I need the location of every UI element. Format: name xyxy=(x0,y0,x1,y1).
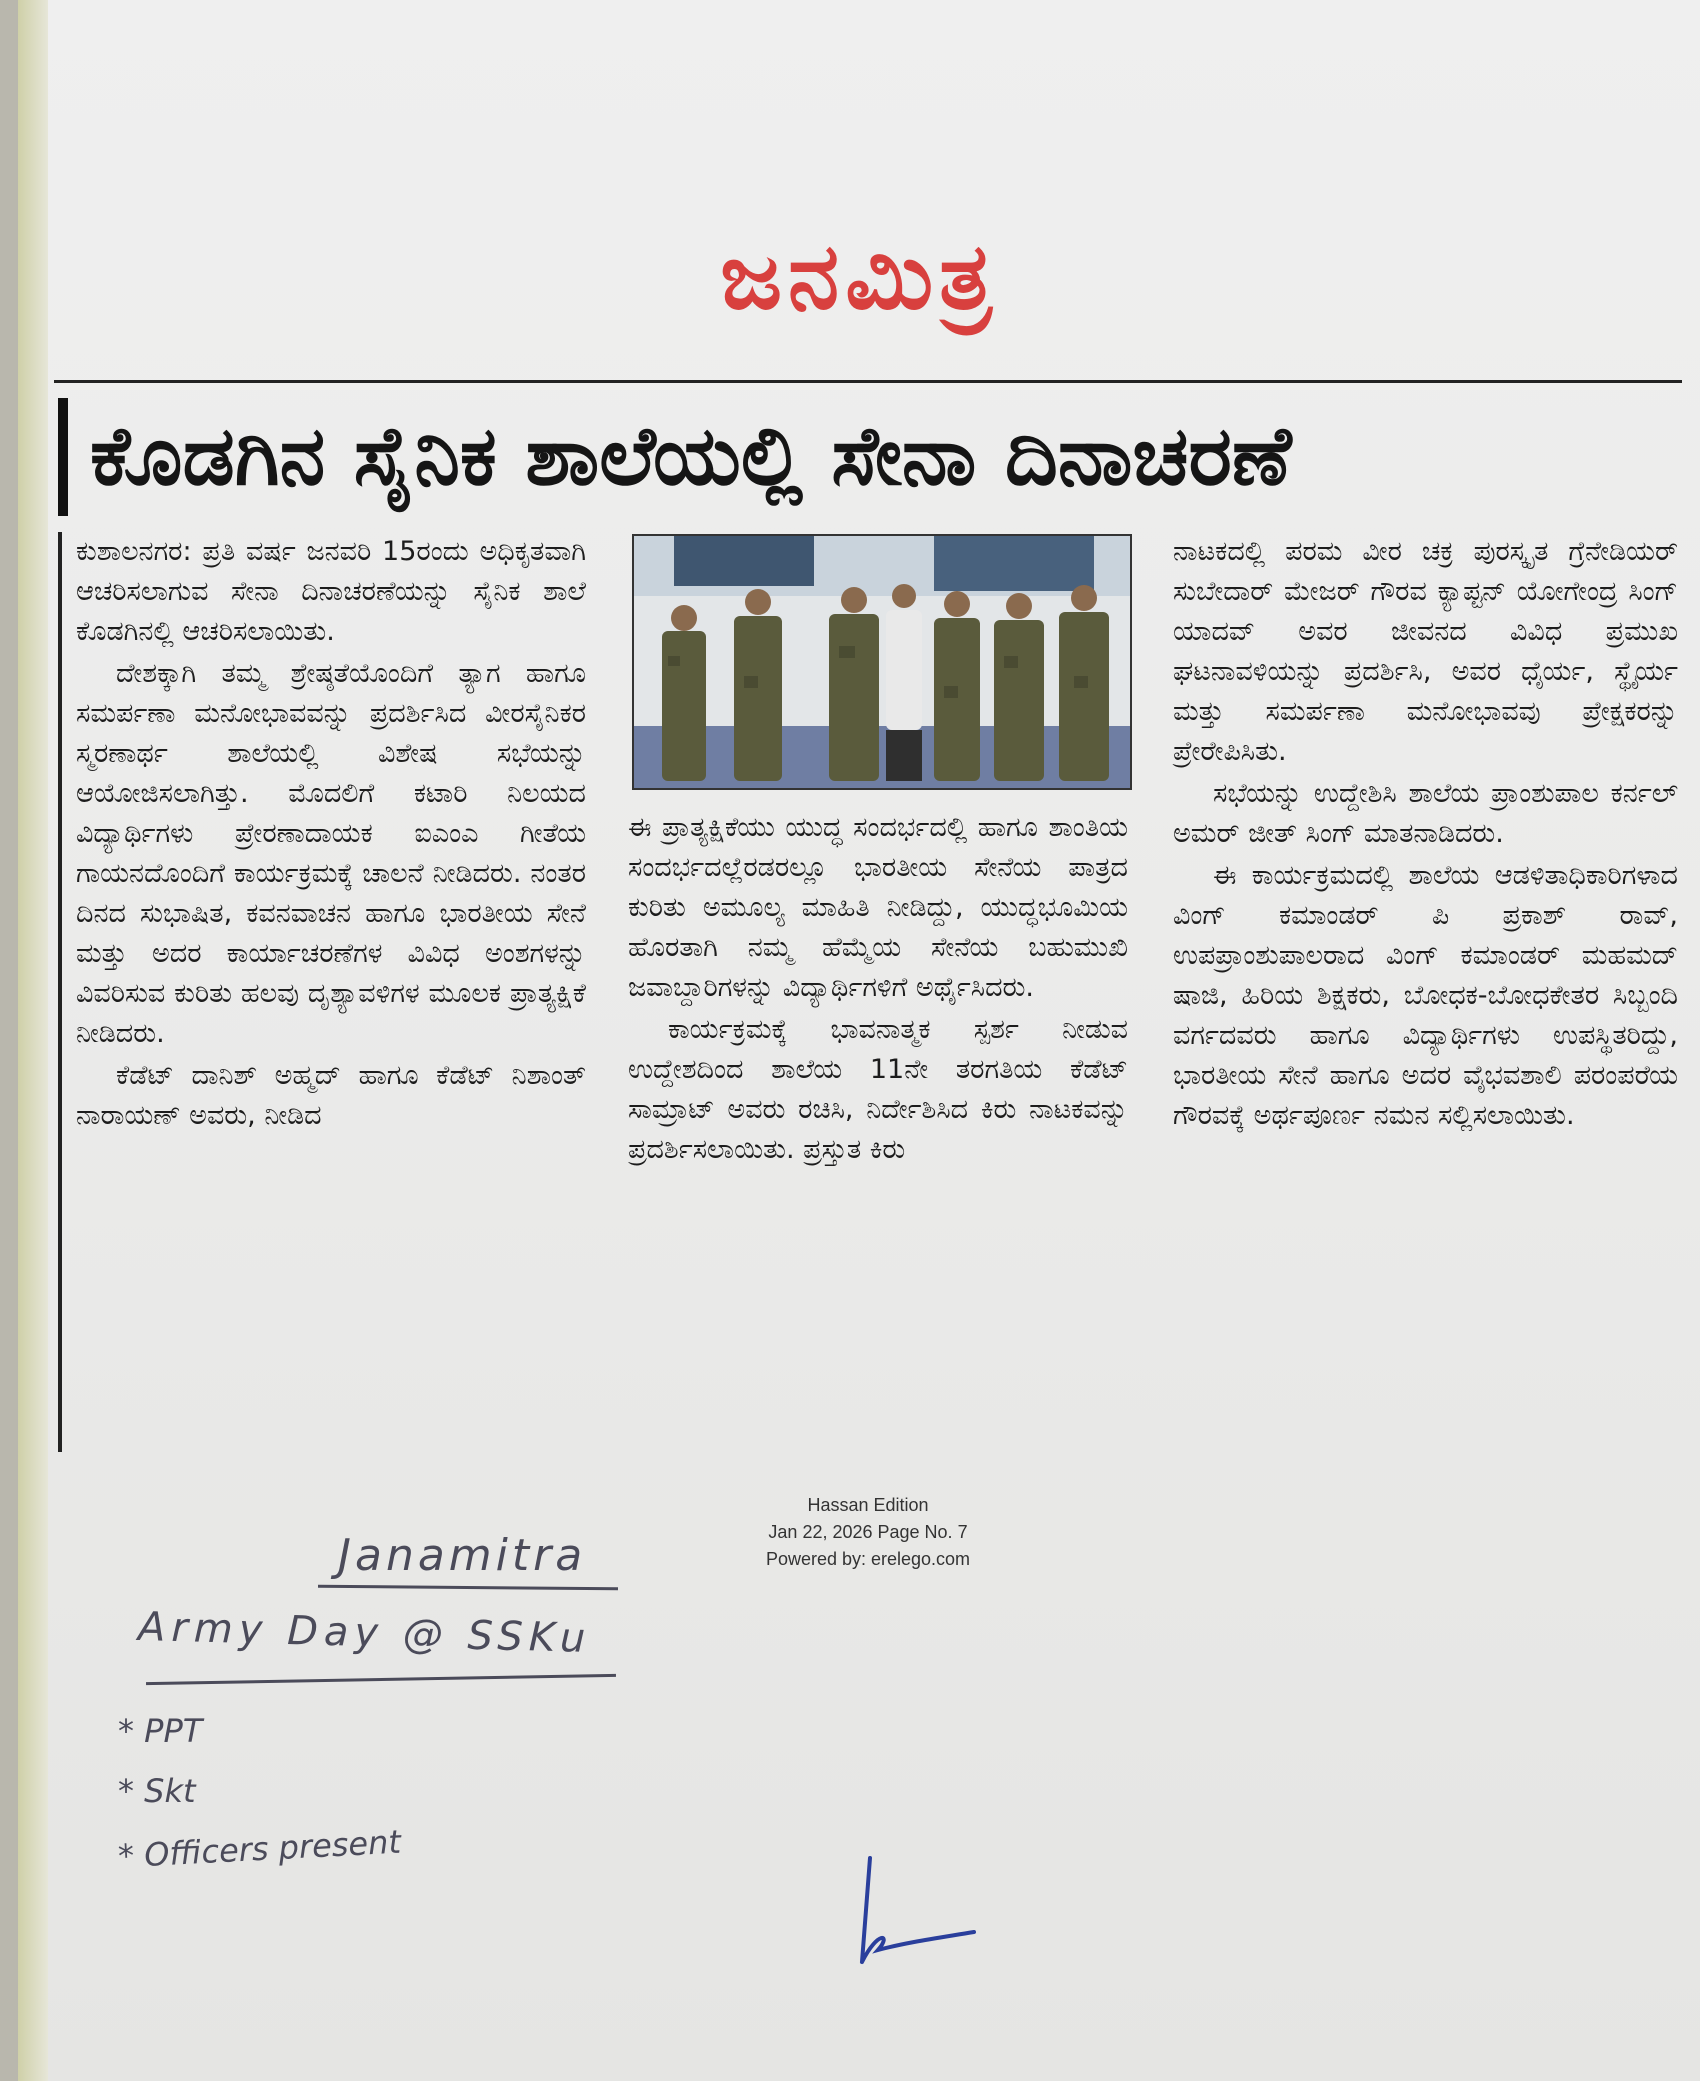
paragraph: ದೇಶಕ್ಕಾಗಿ ತಮ್ಮ ಶ್ರೇಷ್ಠತೆಯೊಂದಿಗೆ ತ್ಯಾಗ ಹಾಗೂ ಸಮರ್ಪಣಾ ಮನೋಭಾವವನ್ನು ಪ್ರದರ್ಶಿಸಿದ ವೀರಸೈನಿಕರ ಸ್ಮರಣಾರ್ಥ ಶಾಲೆಯಲ್ಲಿ ವಿಶೇಷ ಸಭೆಯನ್ನು ಆಯೋಜಿಸಲಾಗಿತ್ತು. ಮೊದಲಿಗೆ ಕಟಾರಿ ನಿಲಯದ ವಿದ್ಯಾರ್ಥಿಗಳು ಪ್ರೇರಣಾದಾಯಕ ಐಎಂಎ ಗೀತೆಯ ಗಾಯನದೊಂದಿಗೆ ಕಾರ್ಯಕ್ರಮಕ್ಕೆ ಚಾಲನೆ ನೀಡಿದರು. ನಂತರ ದಿನದ ಸುಭಾಷಿತ, ಕವನವಾಚನ ಹಾಗೂ ಭಾರತೀಯ ಸೇನೆ ಮತ್ತು ಅದರ ಕಾರ್ಯಾಚರಣೆಗಳ ವಿವಿಧ ಅಂಶಗಳನ್ನು ವಿವರಿಸುವ ಕುರಿತು ಹಲವು ದೃಶ್ಯಾವಳಿಗಳ ಮೂಲಕ ಪ್ರಾತ್ಯಕ್ಷಿಕೆ ನೀಡಿದರು. xyxy=(76,658,586,1049)
article-column-1 xyxy=(76,532,586,1138)
edition-date-page: Jan 22, 2026 Page No. 7 xyxy=(768,1522,968,1542)
powered-by: Powered by: erelego.com xyxy=(765,1549,971,1569)
column-rule xyxy=(58,532,62,1452)
headline: ಕೊಡಗಿನ ಸೈನಿಕ ಶಾಲೆಯಲ್ಲಿ ಸೇನಾ ದಿನಾಚರಣೆ xyxy=(58,398,1678,516)
paragraph: ಕಾರ್ಯಕ್ರಮಕ್ಕೆ ಭಾವನಾತ್ಮಕ ಸ್ಪರ್ಶ ನೀಡುವ ಉದ್ದೇಶದಿಂದ ಶಾಲೆಯ 11ನೇ ತರಗತಿಯ ಕೆಡೆಟ್ ಸಾಮ್ರಾಟ್ ಅವರು ರಚಿಸಿ, ನಿರ್ದೇಶಿಸಿದ ಕಿರು ನಾಟಕವನ್ನು ಪ್ರದರ್ಶಿಸಲಾಯಿತು. ಪ್ರಸ್ತುತ ಕಿರು xyxy=(628,1014,1128,1165)
handwritten-underline-1 xyxy=(318,1585,618,1591)
paragraph: ಕೆಡೆಟ್ ದಾನಿಶ್ ಅಹ್ಮದ್ ಹಾಗೂ ಕೆಡೆಟ್ ನಿಶಾಂತ್ ನಾರಾಯಣ್ ಅವರು, ನೀಡಿದ xyxy=(76,1060,586,1131)
paragraph: ಕುಶಾಲನಗರ: ಪ್ರತಿ ವರ್ಷ ಜನವರಿ 15ರಂದು ಅಧಿಕೃತವಾಗಿ ಆಚರಿಸಲಾಗುವ ಸೇನಾ ದಿನಾಚರಣೆಯನ್ನು ಸೈನಿಕ ಶಾಲೆ ಕೊಡಗಿನಲ್ಲಿ ಆಚರಿಸಲಾಯಿತು. xyxy=(76,536,586,647)
signature-mark xyxy=(848,1850,988,1970)
newspaper-clipping xyxy=(18,0,1700,2081)
handwritten-bullet: * Officers present xyxy=(117,1822,402,1876)
handwritten-bullet: * Skt xyxy=(118,1772,196,1810)
paragraph: ಈ ಕಾರ್ಯಕ್ರಮದಲ್ಲಿ ಶಾಲೆಯ ಆಡಳಿತಾಧಿಕಾರಿಗಳಾದ ವಿಂಗ್ ಕಮಾಂಡರ್ ಪಿ ಪ್ರಕಾಶ್ ರಾವ್, ಉಪಪ್ರಾಂಶುಪಾಲರಾದ ವಿಂಗ್ ಕಮಾಂಡರ್ ಮಹಮದ್ ಷಾಜಿ, ಹಿರಿಯ ಶಿಕ್ಷಕರು, ಬೋಧಕ-ಬೋಧಕೇತರ ಸಿಬ್ಬಂದಿ ವರ್ಗದವರು ಹಾಗೂ ವಿದ್ಯಾರ್ಥಿಗಳು ಉಪಸ್ಥಿತರಿದ್ದು, ಭಾರತೀಯ ಸೇನೆ ಹಾಗೂ ಅದರ ವೈಭವಶಾಲಿ ಪರಂಪರೆಯ ಗೌರವಕ್ಕೆ ಅರ್ಥಪೂರ್ಣ ನಮನ ಸಲ್ಲಿಸಲಾಯಿತು. xyxy=(1173,860,1678,1131)
handwritten-bullet: * PPT xyxy=(118,1712,203,1750)
paragraph: ನಾಟಕದಲ್ಲಿ ಪರಮ ವೀರ ಚಕ್ರ ಪುರಸ್ಕೃತ ಗ್ರೆನೇಡಿಯರ್ ಸುಬೇದಾರ್ ಮೇಜರ್ ಗೌರವ ಕ್ಯಾಪ್ಟನ್ ಯೋಗೇಂದ್ರ ಸಿಂಗ್ ಯಾದವ್ ಅವರ ಜೀವನದ ವಿವಿಧ ಪ್ರಮುಖ ಘಟನಾವಳಿಯನ್ನು ಪ್ರದರ್ಶಿಸಿ, ಅವರ ಧೈರ್ಯ, ಸ್ಥೈರ್ಯ ಮತ್ತು ಸಮರ್ಪಣಾ ಮನೋಭಾವವು ಪ್ರೇಕ್ಷಕರನ್ನು ಪ್ರೇರೇಪಿಸಿತು. xyxy=(1173,536,1678,767)
article-column-3 xyxy=(1173,532,1678,1138)
article-column-2 xyxy=(628,808,1128,1172)
handwritten-title: Janamitra xyxy=(338,1530,587,1581)
soldiers-photo-image xyxy=(634,536,1130,788)
edition-name: Hassan Edition xyxy=(807,1495,929,1515)
paragraph: ಸಭೆಯನ್ನು ಉದ್ದೇಶಿಸಿ ಶಾಲೆಯ ಪ್ರಾಂಶುಪಾಲ ಕರ್ನಲ್ ಅಮರ್ ಜೀತ್ ಸಿಂಗ್ ಮಾತನಾಡಿದರು. xyxy=(1173,778,1678,849)
paragraph: ಈ ಪ್ರಾತ್ಯಕ್ಷಿಕೆಯು ಯುದ್ಧ ಸಂದರ್ಭದಲ್ಲಿ ಹಾಗೂ ಶಾಂತಿಯ ಸಂದರ್ಭದಲ್ಲೆರಡರಲ್ಲೂ ಭಾರತೀಯ ಸೇನೆಯ ಪಾತ್ರದ ಕುರಿತು ಅಮೂಲ್ಯ ಮಾಹಿತಿ ನೀಡಿದ್ದು, ಯುದ್ಧಭೂಮಿಯ ಹೊರತಾಗಿ ನಮ್ಮ ಹೆಮ್ಮೆಯ ಸೇನೆಯ ಬಹುಮುಖಿ ಜವಾಬ್ದಾರಿಗಳನ್ನು ವಿದ್ಯಾರ್ಥಿಗಳಿಗೆ ಅರ್ಥೈಸಿದರು. xyxy=(628,812,1128,1003)
handwritten-underline-2 xyxy=(146,1674,616,1685)
article-photo xyxy=(632,534,1132,790)
handwritten-subtitle: Army Day @ SSKu xyxy=(137,1604,592,1662)
edition-footer xyxy=(678,1492,1058,1573)
masthead: ಜನಮಿತ್ರ xyxy=(720,223,998,330)
masthead-rule xyxy=(54,380,1682,383)
